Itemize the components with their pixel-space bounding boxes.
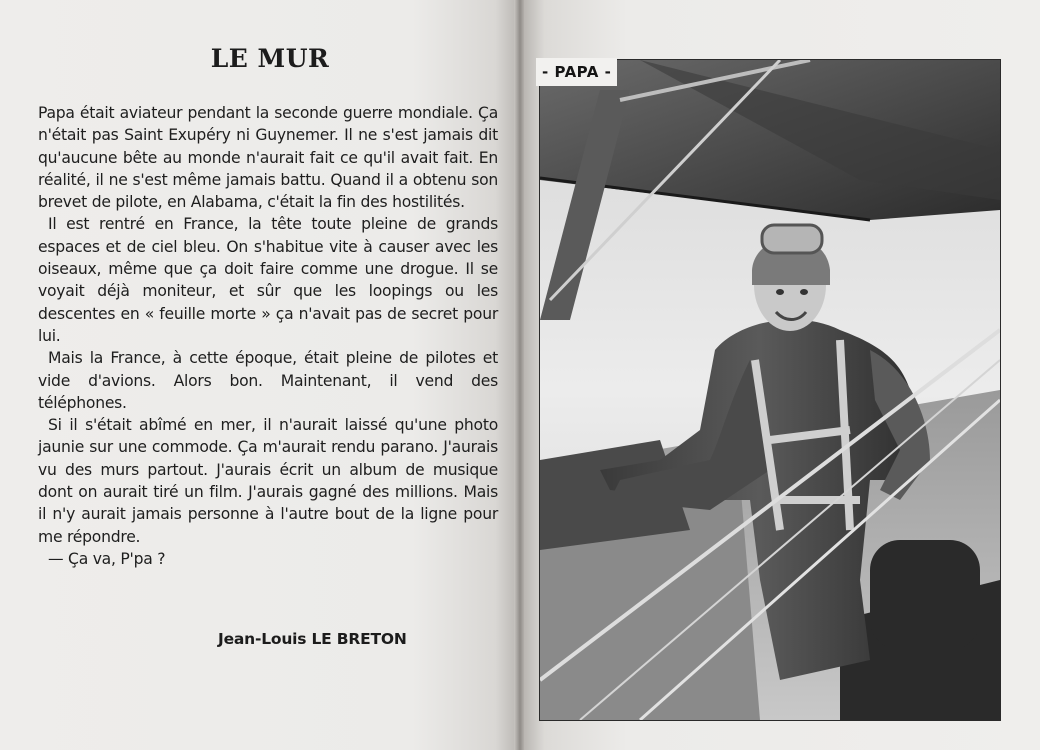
article-title: LE MUR (210, 44, 330, 73)
photo-caption: - PAPA - (536, 58, 617, 86)
author-signature: Jean-Louis LE BRETON (218, 630, 407, 648)
aviator-photo (540, 60, 1000, 720)
paragraph-2: Il est rentré en France, la tête toute pleine de grands espaces et de ciel bleu. On s'habitue vite à causer avec les oiseaux, même que ça doit faire comme une drogue. Il se voyait déjà moniteur, et sûr que les loopings ou les descentes en « feuille morte » ça n'avait pas de secret pour lui. (38, 215, 498, 345)
paragraph-3: Mais la France, à cette époque, était pleine de pilotes et vide d'avions. Alors bon. Maintenant, il vend des téléphones. (38, 349, 498, 412)
paragraph-1: Papa était aviateur pendant la seconde guerre mondiale. Ça n'était pas Saint Exupéry ni Guynemer. Il ne s'est jamais dit qu'aucune bête au monde n'aurait fait ce qu'il avait fait. En réalité, il ne s'est même jamais battu. Quand il a obtenu son brevet de pilote, en Alabama, c'était la fin des hostilités. (38, 104, 498, 212)
article-body (38, 102, 498, 570)
paragraph-5: — Ça va, P'pa ? (48, 549, 166, 568)
left-page (0, 0, 516, 750)
paragraph-4: Si il s'était abîmé en mer, il n'aurait laissé qu'une photo jaunie sur une commode. Ça m'aurait rendu parano. J'aurais vu des murs partout. J'aurais écrit un album de musique dont on aurait tiré un film. J'aurais gagné des millions. Mais il n'y aurait jamais personne à l'autre bout de la ligne pour me répondre. (38, 416, 498, 546)
